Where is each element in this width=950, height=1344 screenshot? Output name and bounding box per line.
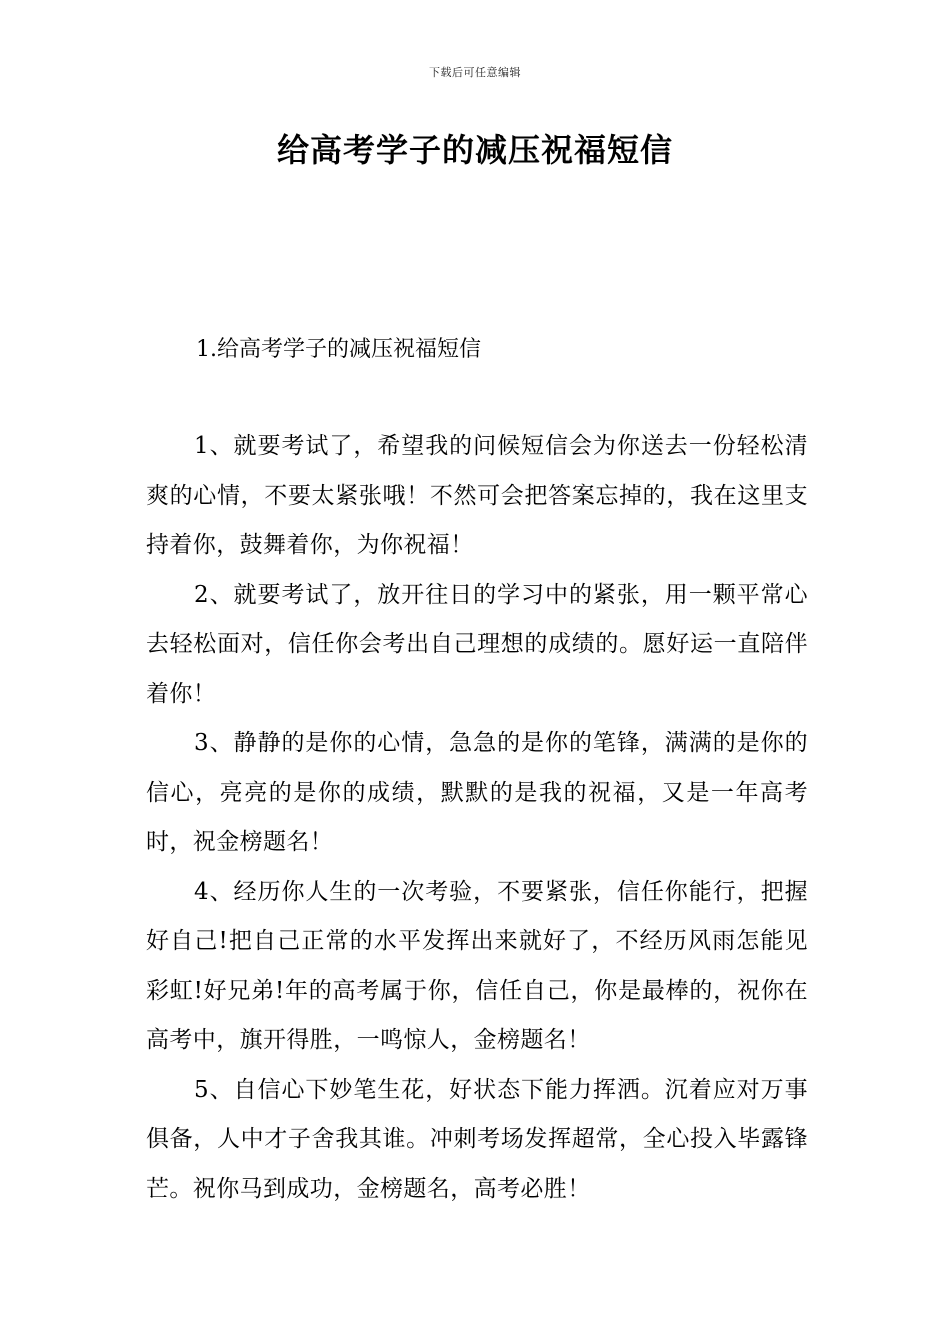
section-heading: 1.给高考学子的减压祝福短信 [196,337,481,362]
header-note: 下载后可任意编辑 [429,66,521,79]
paragraph-4: 4、经历你人生的一次考验，不要紧张，信任你能行，把握好自己!把自己正常的水平发挥出来就好了，不经历风雨怎能见彩虹!好兄弟!年的高考属于你，信任自己，你是最棒的，祝你在高考中，旗开得胜，一鸣惊人，金榜题名！ [146,878,808,1053]
body-text [146,422,808,1214]
paragraph-1: 1、就要考试了，希望我的问候短信会为你送去一份轻松清爽的心情，不要太紧张哦！不然可会把答案忘掉的，我在这里支持着你，鼓舞着你，为你祝福！ [146,433,808,558]
paragraph-5: 5、自信心下妙笔生花，好状态下能力挥洒。沉着应对万事俱备，人中才子舍我其谁。冲刺考场发挥超常，全心投入毕露锋芒。祝你马到成功，金榜题名，高考必胜！ [146,1076,808,1202]
document-title: 给高考学子的减压祝福短信 [276,131,673,169]
paragraph-2: 2、就要考试了，放开往日的学习中的紧张，用一颗平常心去轻松面对，信任你会考出自己理想的成绩的。愿好运一直陪伴着你！ [146,581,808,707]
paragraph-3: 3、静静的是你的心情，急急的是你的笔锋，满满的是你的信心，亮亮的是你的成绩，默默的是我的祝福，又是一年高考时，祝金榜题名！ [146,730,808,855]
